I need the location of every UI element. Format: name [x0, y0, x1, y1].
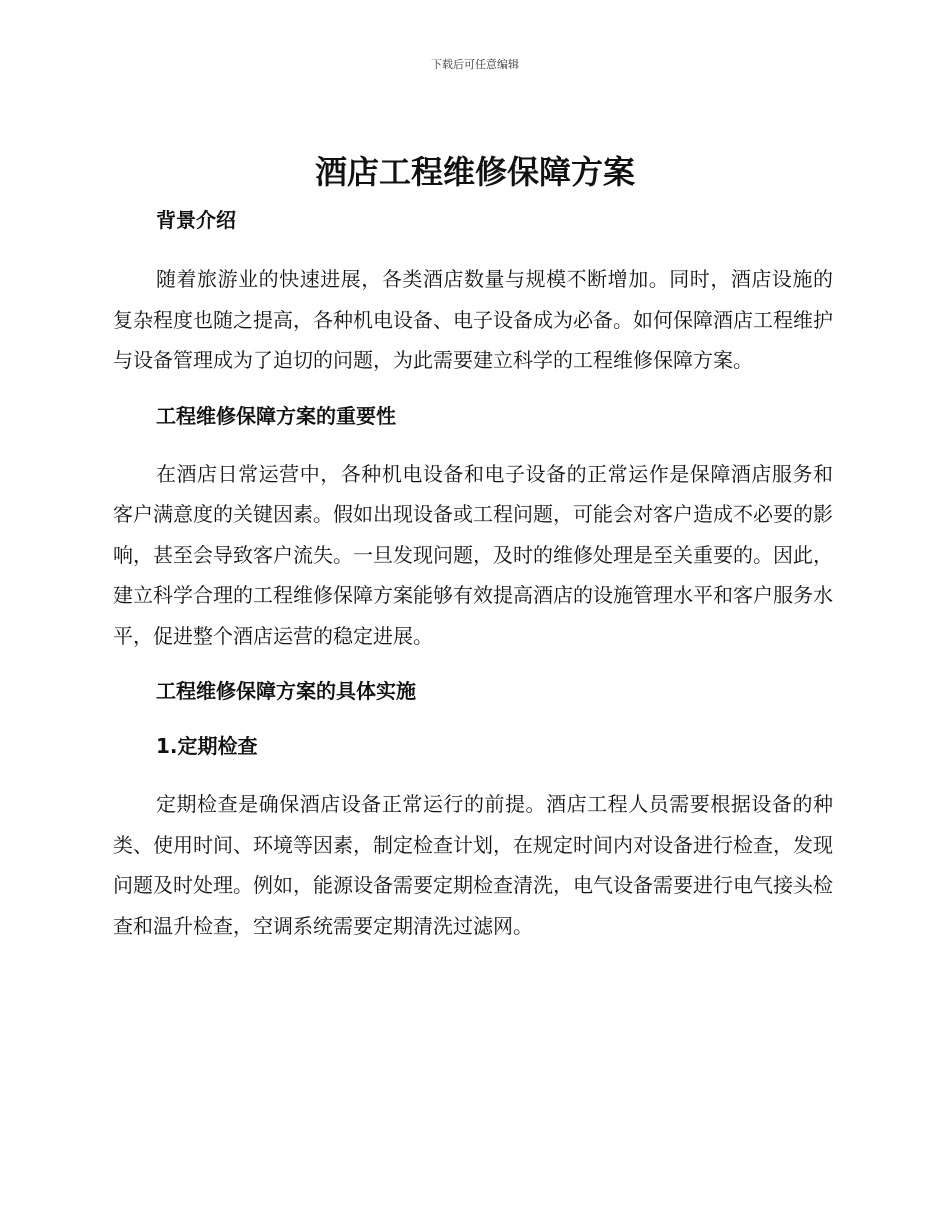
subsection-heading-regular-inspection: 1.定期检查 — [156, 734, 258, 758]
subsection-paragraph-regular-inspection: 定期检查是确保酒店设备正常运行的前提。酒店工程人员需要根据设备的种类、使用时间、环境等因素，制定检查计划，在规定时间内对设备进行检查，发现问题及时处理。例如，能源设备需要定期检查清洗，电气设备需要进行电气接头检查和温升检查，空调系统需要定期清洗过滤网。 — [113, 792, 833, 938]
section-heading-background: 背景介绍 — [156, 208, 236, 232]
page-header-note: 下载后可任意编辑 — [431, 58, 519, 71]
section-heading-implementation: 工程维修保障方案的具体实施 — [156, 679, 416, 703]
section-paragraph-background: 随着旅游业的快速进展，各类酒店数量与规模不断增加。同时，酒店设施的复杂程度也随之提高，各种机电设备、电子设备成为必备。如何保障酒店工程维护与设备管理成为了迫切的问题，为此需要建立科学的工程维修保障方案。 — [113, 267, 833, 372]
document-body — [113, 200, 833, 946]
document-title: 酒店工程维修保障方案 — [314, 153, 635, 191]
section-paragraph-importance: 在酒店日常运营中，各种机电设备和电子设备的正常运作是保障酒店服务和客户满意度的关键因素。假如出现设备或工程问题，可能会对客户造成不必要的影响，甚至会导致客户流失。一旦发现问题，及时的维修处理是至关重要的。因此，建立科学合理的工程维修保障方案能够有效提高酒店的设施管理水平和客户服务水平，促进整个酒店运营的稳定进展。 — [113, 461, 833, 648]
section-heading-importance: 工程维修保障方案的重要性 — [156, 403, 396, 428]
